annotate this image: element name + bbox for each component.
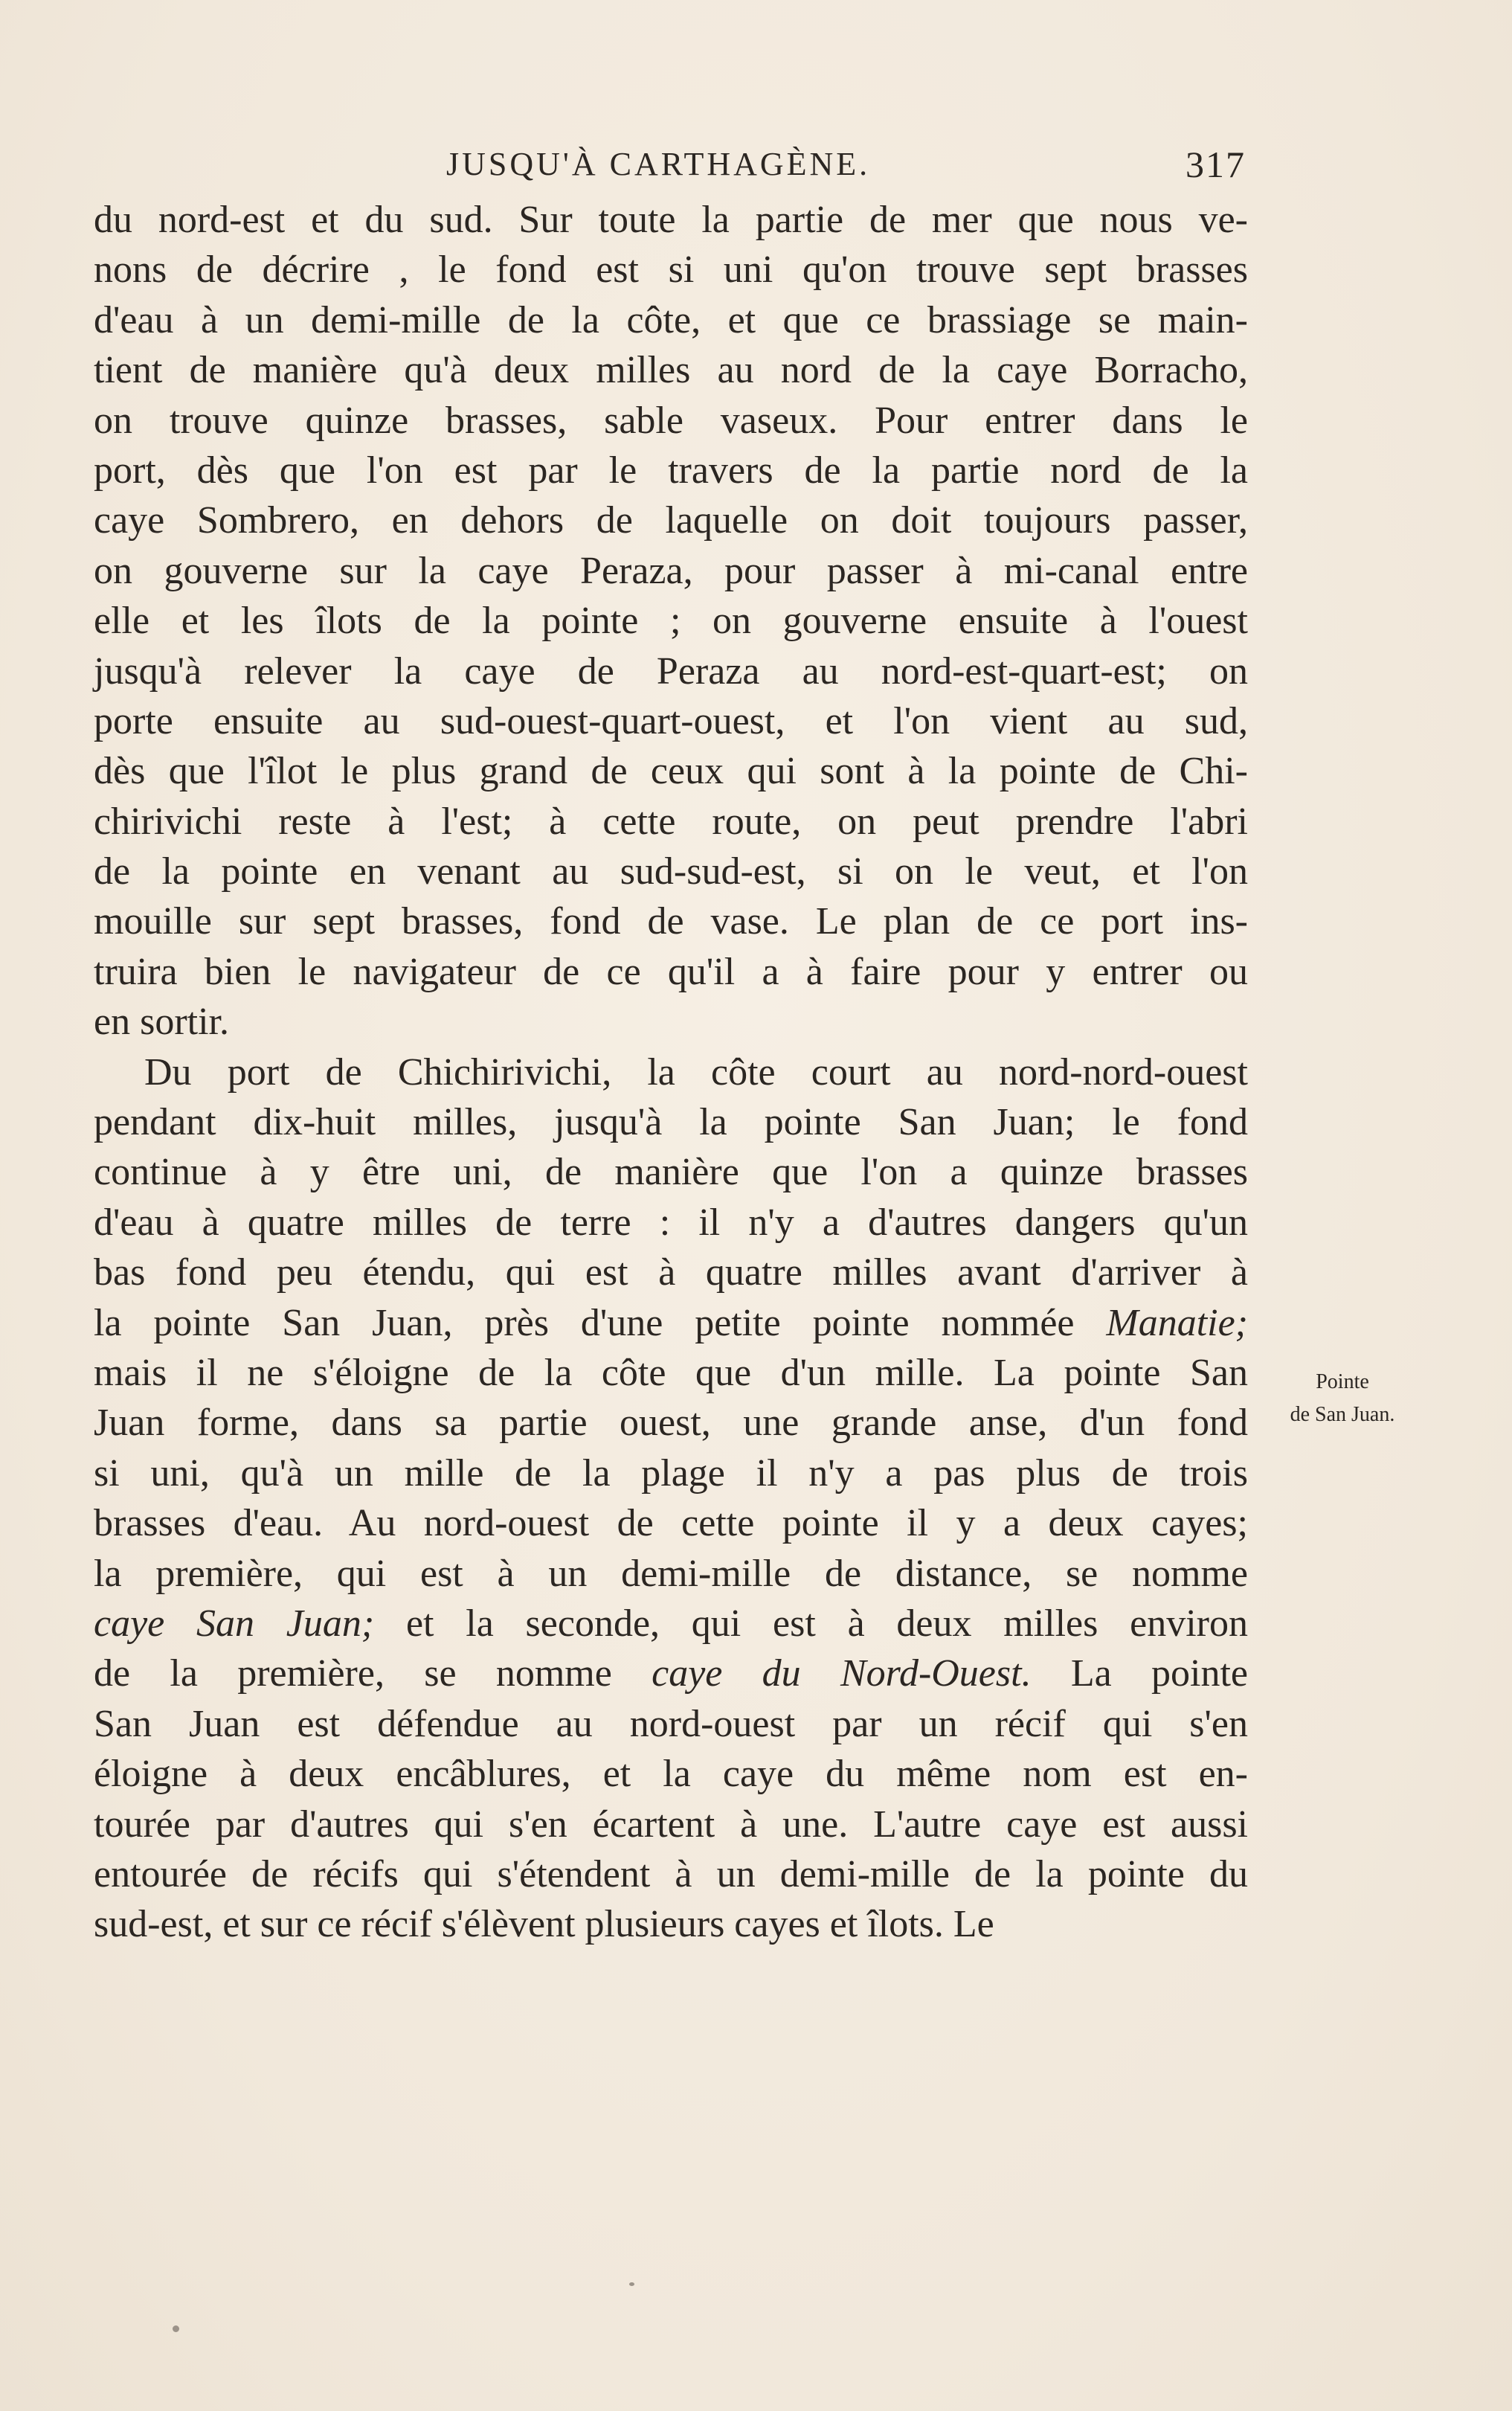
text-segment: nons de décrire , le fond est si uni qu'on trouve sept brasses [94, 248, 1248, 292]
text-line [94, 1248, 1248, 1297]
text-line [94, 696, 1248, 746]
text-segment: La pointe [1031, 1652, 1248, 1695]
text-segment: si uni, qu'à un mille de la plage il n'y a pas plus de trois [94, 1451, 1248, 1495]
italic-text: caye San Juan; [94, 1602, 375, 1645]
text-segment: sud-est, et sur ce récif s'élèvent plusieurs cayes et îlots. Le [94, 1903, 994, 1946]
text-segment: dès que l'îlot le plus grand de ceux qui sont à la pointe de Chi- [94, 750, 1248, 793]
text-line [94, 1298, 1248, 1348]
text-segment: du nord-est et du sud. Sur toute la partie de mer que nous ve- [94, 199, 1248, 241]
body-text [94, 195, 1248, 1950]
text-segment: on gouverne sur la caye Peraza, pour passer à mi-canal entre [94, 549, 1248, 592]
text-line [94, 1849, 1248, 1899]
text-segment: la pointe San Juan, près d'une petite pointe nommée [94, 1301, 1107, 1344]
text-segment: mouille sur sept brasses, fond de vase. Le plan de ce port ins- [94, 900, 1248, 943]
text-segment: tourée par d'autres qui s'en écartent à une. L'autre caye est aussi [94, 1802, 1248, 1846]
text-segment: porte ensuite au sud-ouest-quart-ouest, et l'on vient au sud, [94, 699, 1248, 742]
text-line [94, 1147, 1248, 1197]
text-segment: éloigne à deux encâblures, et la caye du même nom est en- [94, 1753, 1248, 1796]
text-segment: caye Sombrero, en dehors de laquelle on doit toujours passer, [94, 499, 1248, 542]
text-line [94, 195, 1248, 245]
paper-speck [629, 2282, 634, 2286]
text-line [94, 997, 1248, 1047]
text-line [94, 396, 1248, 446]
margin-note [1257, 1366, 1428, 1431]
text-segment: de la pointe en venant au sud-sud-est, si on le veut, et l'on [94, 850, 1248, 893]
text-line [94, 1899, 1248, 1949]
text-segment: en sortir. [94, 1001, 229, 1044]
text-line [94, 1398, 1248, 1448]
text-line [94, 1448, 1248, 1498]
text-segment: bas fond peu étendu, qui est à quatre milles avant d'arriver à [94, 1251, 1248, 1294]
text-line [94, 1599, 1248, 1648]
text-line [94, 896, 1248, 946]
text-segment: elle et les îlots de la pointe ; on gouverne ensuite à l'ouest [94, 600, 1248, 643]
text-line [94, 546, 1248, 596]
text-line [94, 596, 1248, 646]
text-segment: brasses d'eau. Au nord-ouest de cette pointe il y a deux cayes; [94, 1502, 1248, 1545]
italic-text: Manatie; [1106, 1301, 1248, 1344]
text-segment: Du port de Chichirivichi, la côte court au nord-nord-ouest [144, 1050, 1248, 1094]
text-segment: entourée de récifs qui s'étendent à un demi-mille de la pointe du [94, 1852, 1248, 1895]
text-segment: continue à y être uni, de manière que l'on a quinze brasses [94, 1151, 1248, 1194]
text-line [94, 1097, 1248, 1147]
text-segment: port, dès que l'on est par le travers de la partie nord de la [94, 449, 1248, 492]
text-line [94, 1749, 1248, 1799]
text-segment: et la seconde, qui est à deux milles environ [374, 1602, 1248, 1645]
text-line [94, 1348, 1248, 1398]
text-segment: Juan forme, dans sa partie ouest, une grande anse, d'un fond [94, 1402, 1248, 1445]
text-line [94, 797, 1248, 847]
text-line [94, 1648, 1248, 1698]
text-segment: jusqu'à relever la caye de Peraza au nord-est-quart-est; on [94, 649, 1248, 693]
text-segment: d'eau à quatre milles de terre : il n'y a d'autres dangers qu'un [94, 1201, 1248, 1244]
text-segment: San Juan est défendue au nord-ouest par un récif qui s'en [94, 1702, 1248, 1745]
text-segment: truira bien le navigateur de ce qu'il a à faire pour y entrer ou [94, 950, 1248, 993]
paper-speck [173, 2325, 179, 2332]
margin-note-line-2: de San Juan. [1290, 1403, 1395, 1426]
text-line [94, 1498, 1248, 1548]
text-segment: tient de manière qu'à deux milles au nord de la caye Borracho, [94, 349, 1248, 392]
margin-note-line-1: Pointe [1316, 1370, 1369, 1393]
text-segment: la première, qui est à un demi-mille de distance, se nomme [94, 1552, 1248, 1595]
page-header [95, 138, 1246, 190]
text-segment: chirivichi reste à l'est; à cette route, on peut prendre l'abri [94, 800, 1248, 843]
text-line [94, 646, 1248, 696]
italic-text: caye du Nord-Ouest. [652, 1652, 1032, 1695]
text-segment: d'eau à un demi-mille de la côte, et que ce brassiage se main- [94, 298, 1248, 341]
running-title: JUSQU'À CARTHAGÈNE. [446, 146, 871, 182]
text-segment: de la première, se nomme [94, 1652, 652, 1695]
page-number: 317 [1186, 144, 1246, 185]
text-line [94, 1549, 1248, 1599]
text-line [94, 1047, 1248, 1097]
text-line [94, 1699, 1248, 1749]
text-line [94, 847, 1248, 896]
text-line [94, 947, 1248, 997]
text-segment: pendant dix-huit milles, jusqu'à la pointe San Juan; le fond [94, 1101, 1248, 1144]
text-line [94, 295, 1248, 345]
text-line [94, 1800, 1248, 1849]
text-segment: mais il ne s'éloigne de la côte que d'un mille. La pointe San [94, 1351, 1248, 1394]
text-line [94, 495, 1248, 545]
text-line [94, 746, 1248, 796]
text-line [94, 345, 1248, 395]
text-line [94, 245, 1248, 295]
text-line [94, 446, 1248, 495]
text-segment: on trouve quinze brasses, sable vaseux. Pour entrer dans le [94, 399, 1248, 442]
text-line [94, 1198, 1248, 1248]
